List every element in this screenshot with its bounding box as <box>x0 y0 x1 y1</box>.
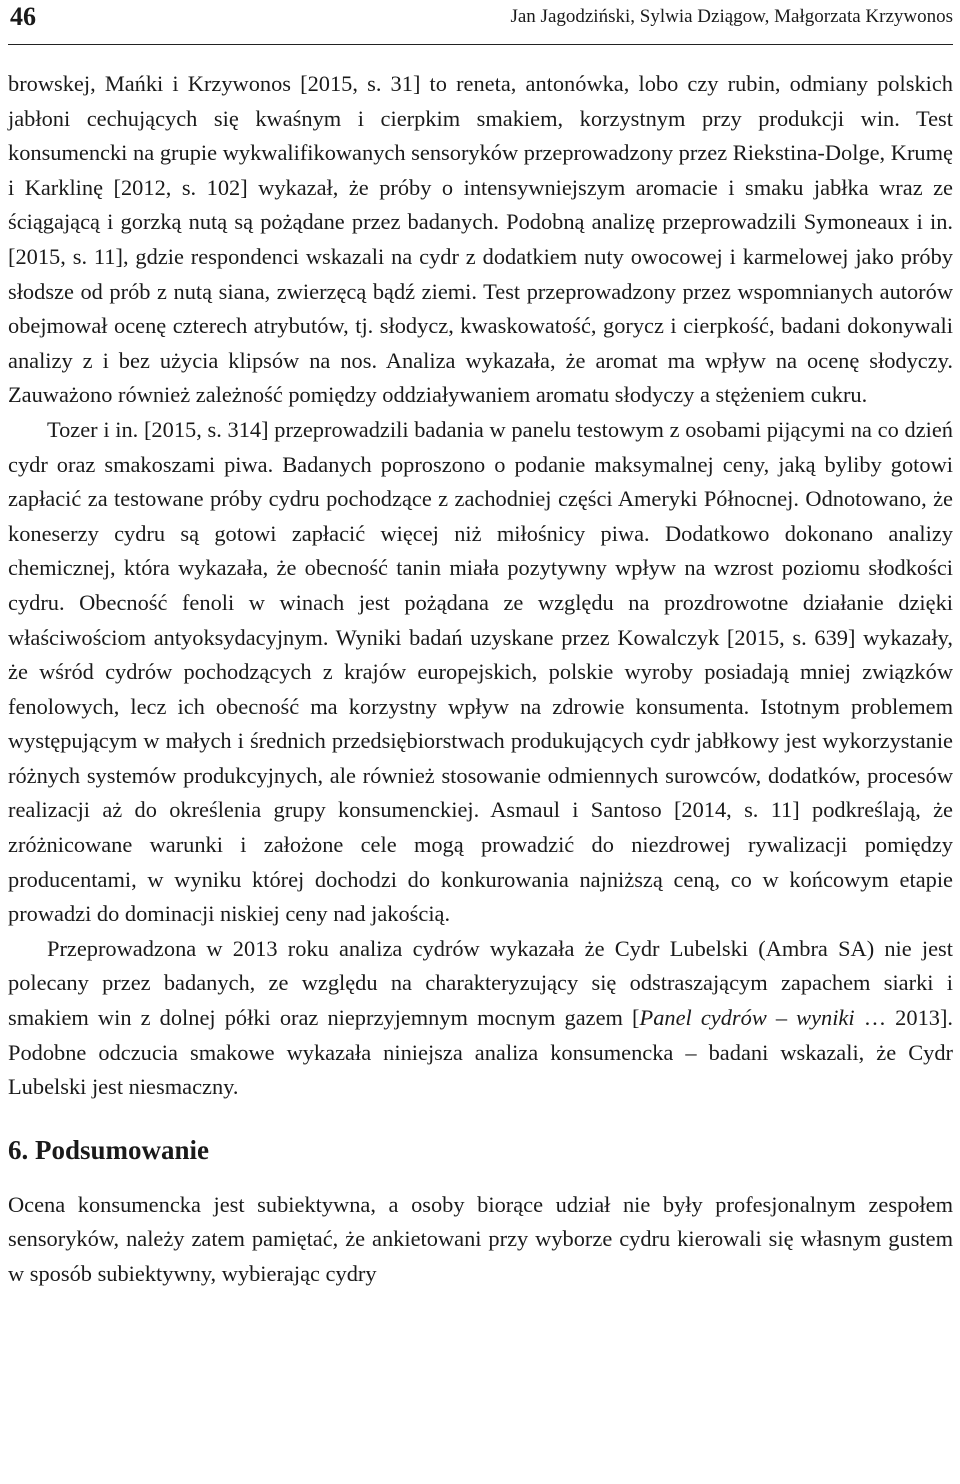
paragraph-tozer: Tozer i in. [2015, s. 314] przeprowadzili badania w panelu testowym z osobami pijącymi na co dzień cydr oraz smakoszami piwa. Badanych poproszono o podanie maksymalnej ceny, jaką byliby gotowi zapłacić za testowane próby cydru pochodzące z zachodniej części Ameryki Północnej. Odnotowano, że koneserzy cydru są gotowi zapłacić więcej niż miłośnicy piwa. Dodatkowo dokonano analizy chemicznej, która wykazała, że obecność tanin miała pozytywny wpływ na wzrost poziomu słodkości cydru. Obecność fenoli w winach jest pożądana ze względu na prozdrowotne działanie dzięki właściwościom antyoksydacyjnym. Wyniki badań uzyskane przez Kowalczyk [2015, s. 639] wykazały, że wśród cydrów pochodzących z krajów europejskich, polskie wyroby posiadają mniej związków fenolowych, lecz ich obecność ma korzystny wpływ na zdrowie konsumenta. Istotnym problemem występującym w małych i średnich przedsiębiorstwach produkujących cydr jabłkowy jest wykorzystanie różnych systemów produkcyjnych, ale również stosowanie odmiennych surowców, dodatków, procesów realizacji aż do określenia grupy konsumenckiej. Asmaul i Santoso [2014, s. 11] podkreślają, że zróżnicowane warunki i założone cele mogą prowadzić do niezdrowej rywalizacji pomiędzy producentami, w wyniku której dochodzi do konkurowania najniższą ceną, co w końcowym etapie prowadzi do dominacji niskiej ceny nad jakością. <box>8 416 953 927</box>
body-text <box>8 67 953 1105</box>
paragraph-continuation: browskej, Mańki i Krzywonos [2015, s. 31] to reneta, antonówka, lobo czy rubin, odmiany polskich jabłoni cechujących się kwaśnym i cierpkim smakiem, korzystnym przy produkcji win. Test konsumencki na grupie wykwalifikowanych sensoryków przeprowadzony przez Riekstina-Dolge, Krumę i Karklinę [2012, s. 102] wykazał, że próby o intensywniejszym aromacie i smaku jabłka wraz ze ściągającą i gorzką nutą są pożądane przez badanych. Podobną analizę przeprowadzili Symoneaux i in. [2015, s. 11], gdzie respondenci wskazali na cydr z dodatkiem nuty owocowej i karmelowej jako próby słodsze od prób z nutą siana, zwierzęcą bądź ziemi. Test przeprowadzony przez wspomnianych autorów obejmował ocenę czterech atrybutów, tj. słodycz, kwaskowatość, gorycz i cierpkość, badani dokonywali analizy z i bez użycia klipsów na nos. Analiza wykazała, że aromat ma wpływ na ocenę słodyczy. Zauważono również zależność pomiędzy oddziaływaniem aromatu słodyczy a stężeniem cukru. <box>8 71 953 408</box>
citation-italic: Panel cydrów – wyniki <box>639 1005 855 1031</box>
page-number: 46 <box>10 2 36 31</box>
running-header <box>8 0 953 45</box>
header-authors: Jan Jagodziński, Sylwia Dziągow, Małgorzata Krzywonos <box>510 6 953 27</box>
section-heading: 6. Podsumowanie <box>8 1134 210 1165</box>
paragraph-text-after-citation: … 2013]. Podobne odczucia smakowe wykazała niniejsza analiza konsumencka – badani wskazali, że Cydr Lubelski jest niesmaczny. <box>8 1005 954 1100</box>
paragraph-text-before-citation: Przeprowadzona w 2013 roku analiza cydrów wykazała że Cydr Lubelski (Ambra SA) nie jest polecany przez badanych, ze względu na charakteryzujący się odstraszającym zapachem siarki i smakiem win z dolnej półki oraz nieprzyjemnym mocnym gazem [ <box>8 935 953 1031</box>
paragraph-cydr-lubelski <box>8 932 953 1105</box>
document-page <box>8 0 953 1292</box>
section-paragraph: Ocena konsumencka jest subiektywna, a osoby biorące udział nie były profesjonalnym zespołem sensoryków, należy zatem pamiętać, że ankietowani przy wyborze cydru kierowali się własnym gustem w sposób subiektywny, wybierając cydry <box>8 1191 953 1286</box>
